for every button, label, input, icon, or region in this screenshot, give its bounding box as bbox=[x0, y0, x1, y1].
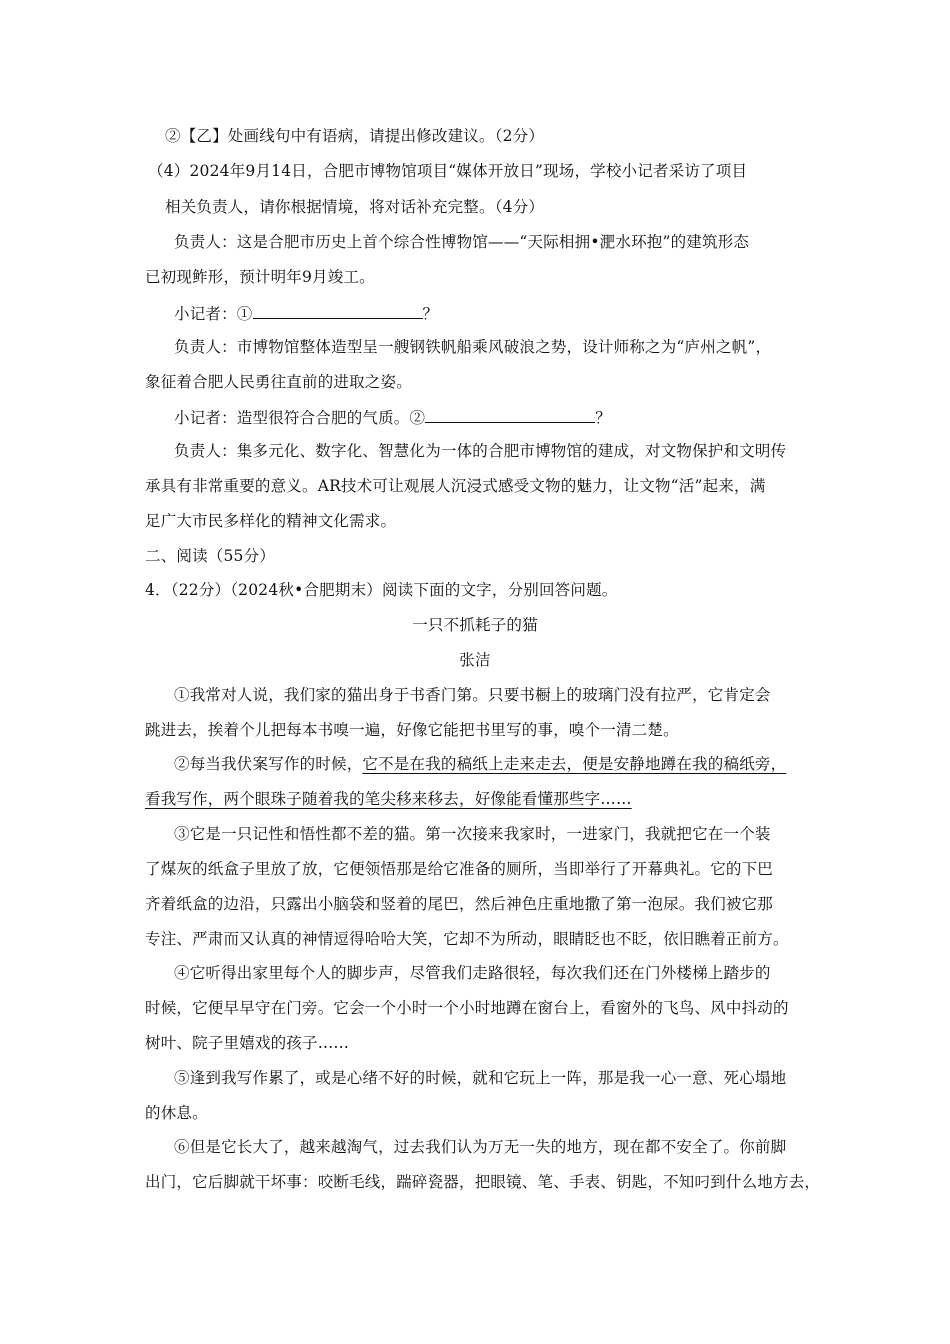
paragraph-4-line-1: ④它听得出家里每个人的脚步声，尽管我们走路很轻，每次我们还在门外楼梯上踏步的 bbox=[174, 964, 771, 982]
question-3-4-prompt-line-2: 相关负责人，请你根据情境，将对话补充完整。（4分） bbox=[165, 198, 545, 216]
dialogue-1-line-2: 已初现鲊形，预计明年9月竣工。 bbox=[145, 268, 375, 286]
dialogue-3-line-2: 象征着合肥人民勇往直前的进取之姿。 bbox=[145, 373, 412, 391]
dialogue-4 bbox=[174, 406, 611, 428]
section-heading-reading: 二、阅读（55分） bbox=[145, 547, 276, 565]
article-author: 张洁 bbox=[459, 651, 491, 669]
paragraph-6-line-2: 出门，它后脚就干坏事：咬断毛线，踹碎瓷器，把眼镜、笔、手表、钥匙，不知叼到什么地方去， bbox=[145, 1173, 821, 1191]
question-3-2: ②【乙】处画线句中有语病，请提出修改建议。（2分） bbox=[165, 127, 545, 145]
paragraph-3-line-1: ③它是一只记性和悟性都不差的猫。第一次接来我家时，一进家门，我就把它在一个装 bbox=[174, 825, 771, 843]
paragraph-3-line-4: 专注、严肃而又认真的神情逗得哈哈大笑，它却不为所动，眼睛眨也不眨，依旧瞧着正前方。 bbox=[145, 930, 789, 948]
paragraph-5-line-2: 的休息。 bbox=[145, 1104, 208, 1122]
paragraph-6-line-1: ⑥但是它长大了，越来越淘气，过去我们认为万无一失的地方，现在都不安全了。你前脚 bbox=[174, 1138, 787, 1156]
paragraph-1-line-2: 跳进去，挨着个儿把每本书嗅一遍，好像它能把书里写的事，嗅个一清二楚。 bbox=[145, 721, 679, 739]
dialogue-2-suffix: ？ bbox=[422, 305, 439, 323]
paragraph-2-line-1 bbox=[174, 754, 786, 774]
dialogue-4-suffix: ？ bbox=[595, 409, 611, 427]
paragraph-4-line-2: 时候，它便早早守在门旁。它会一个小时一个小时地蹲在窗台上，看窗外的飞鸟、风中抖动的 bbox=[145, 999, 789, 1017]
paragraph-1-line-1: ①我常对人说，我们家的猫出身于书香门第。只要书橱上的玻璃门没有拉严，它肯定会 bbox=[174, 686, 771, 704]
paragraph-3-line-3: 齐着纸盒的边沿，只露出小脑袋和竖着的尾巴，然后神色庄重地撒了第一泡尿。我们被它那 bbox=[145, 895, 774, 913]
question-4-intro: 4．（22分）（2024秋•合肥期末）阅读下面的文字，分别回答问题。 bbox=[145, 581, 618, 599]
dialogue-5-line-3: 足广大市民多样化的精神文化需求。 bbox=[145, 512, 397, 530]
paragraph-2-line-2 bbox=[145, 789, 632, 809]
dialogue-5-line-2: 承具有非常重要的意义。AR技术可让观展人沉浸式感受文物的魅力，让文物“活”起来，满 bbox=[145, 477, 766, 495]
dialogue-3-line-1: 负责人：市博物馆整体造型呈一艘钢铁帆船乘风破浪之势，设计师称之为“庐州之帆”， bbox=[174, 338, 772, 356]
question-3-4-prompt-line-1: （4）2024年9月14日，合肥市博物馆项目“媒体开放日”现场，学校小记者采访了项目 bbox=[148, 162, 748, 180]
paragraph-4-line-3: 树叶、院子里嬉戏的孩子…… bbox=[145, 1034, 350, 1052]
paragraph-2-underlined-1: 它不是在我的稿纸上走来走去，便是安静地蹲在我的稿纸旁， bbox=[362, 755, 787, 773]
answer-blank-2[interactable] bbox=[425, 406, 595, 423]
paragraph-3-line-2: 了煤灰的纸盒子里放了放，它便领悟那是给它准备的厕所，当即举行了开幕典礼。它的下巴 bbox=[145, 860, 774, 878]
dialogue-4-prefix: 小记者：造型很符合合肥的气质。② bbox=[174, 409, 426, 427]
dialogue-5-line-1: 负责人：集多元化、数字化、智慧化为一体的合肥市博物馆的建成，对文物保护和文明传 bbox=[174, 442, 787, 460]
paragraph-2-plain: ②每当我伏案写作的时候， bbox=[174, 755, 363, 773]
paragraph-5-line-1: ⑤逢到我写作累了，或是心绪不好的时候，就和它玩上一阵，那是我一心一意、死心塌地 bbox=[174, 1069, 787, 1087]
answer-blank-1[interactable] bbox=[253, 302, 423, 319]
article-title: 一只不抓耗子的猫 bbox=[412, 616, 538, 634]
paragraph-2-underlined-2: 看我写作，两个眼珠子随着我的笔尖移来移去，好像能看懂那些字…… bbox=[145, 790, 632, 808]
dialogue-2 bbox=[174, 302, 438, 324]
dialogue-2-prefix: 小记者：① bbox=[174, 305, 253, 323]
dialogue-1-line-1: 负责人：这是合肥市历史上首个综合性博物馆——“天际相拥•淝水环抱”的建筑形态 bbox=[174, 233, 750, 251]
